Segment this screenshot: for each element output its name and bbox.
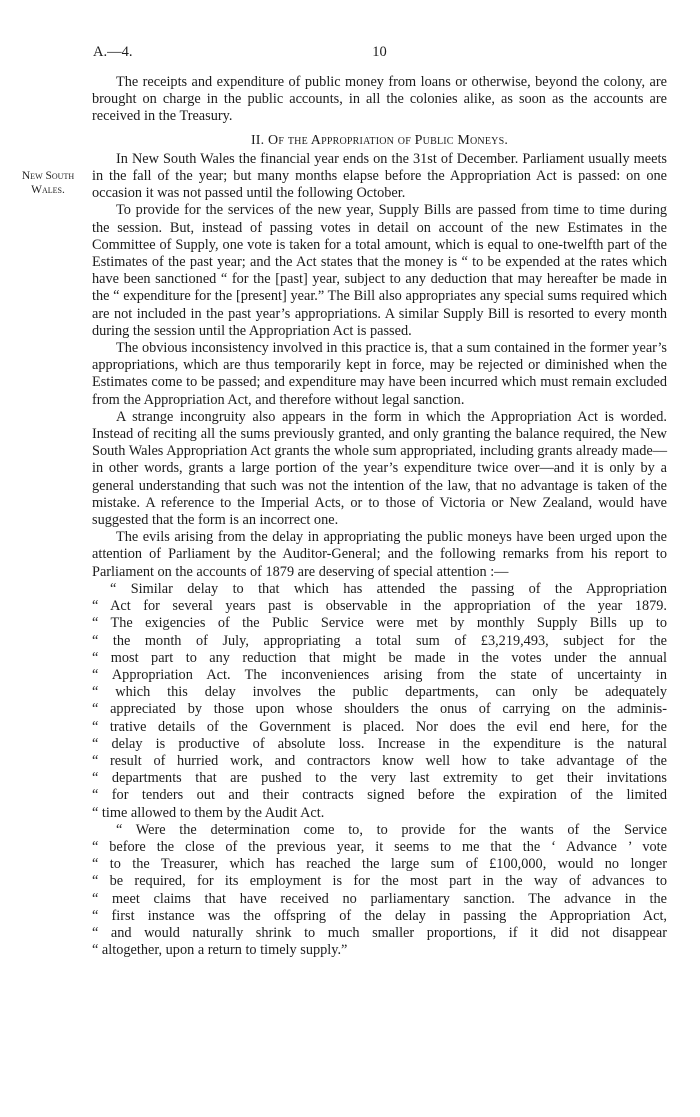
quote-line: “ appreciated by those upon whose shoulders the onus of carrying on the adminis- (92, 701, 667, 718)
quote-line: “ departments that are pushed to the very last extremity to get their invitations (92, 770, 667, 787)
quote-block-1 (92, 581, 667, 822)
page-number: 10 (372, 44, 387, 60)
quote-line: “ Similar delay to that which has attended the passing of the Appropriation (110, 580, 667, 597)
quote-line: “ result of hurried work, and contractors know well how to take advantage of the (92, 752, 667, 769)
quote-line: “ time allowed to them by the Audit Act. (92, 804, 325, 821)
quote-line: “ The exigencies of the Public Service were met by monthly Supply Bills up to (92, 615, 667, 632)
intro-paragraph: The receipts and expenditure of public money from loans or otherwise, beyond the colony, are brought on charge in the public accounts, in all the colonies alike, as soon as the accounts are received in the Treasury. (92, 74, 667, 125)
margin-note-line-2: Wales. (31, 184, 65, 196)
paragraph-inconsistency: The obvious inconsistency involved in this practice is, that a sum contained in the former year’s appropriations, which are thus temporarily kept in force, may be rejected or diminished when the Estimates come to be passed; and expenditure may have been incurred which must remain excluded from the Appropriation Act, and therefore without legal sanction. (92, 340, 667, 408)
margin-note (6, 169, 90, 197)
quote-line: “ meet claims that have received no parliamentary sanction. The advance in the (92, 890, 667, 907)
quote-line: “ Act for several years past is observable in the appropriation of the year 1879. (92, 598, 667, 615)
quote-block-2 (92, 822, 667, 960)
document-reference: A.—4. (93, 44, 133, 60)
quote-line: “ trative details of the Government is placed. Nor does the evil end here, for the (92, 718, 667, 735)
quote-line: “ before the close of the previous year, it seems to me that the ‘ Advance ’ vote (92, 838, 667, 855)
quote-line: “ which this delay involves the public departments, can only be adequately (92, 684, 667, 701)
section-heading: II. Of the Appropriation of Public Moneys. (250, 132, 509, 148)
margin-note-line-1: New South (21, 170, 75, 182)
quote-line: “ Were the determination come to, to provide for the wants of the Service (116, 821, 667, 838)
page-body (92, 74, 667, 959)
quote-line: “ delay is productive of absolute loss. Increase in the expenditure is the natural (92, 735, 667, 752)
quote-line: “ Appropriation Act. The inconveniences arising from the state of uncertainty in (92, 666, 667, 683)
quote-line: “ the month of July, appropriating a total sum of £3,219,493, subject for the (92, 632, 667, 649)
quote-line: “ for tenders out and their contracts signed before the expiration of the limited (92, 787, 667, 804)
quote-line: “ and would naturally shrink to much smaller proportions, if it did not disappear (92, 924, 667, 941)
quote-line: “ most part to any reduction that might be made in the votes under the annual (92, 649, 667, 666)
page-header (93, 44, 666, 66)
quote-line: “ to the Treasurer, which has reached the large sum of £100,000, would no longer (92, 856, 667, 873)
paragraph-incongruity: A strange incongruity also appears in the form in which the Appropriation Act is worded. Instead of reciting all the sums previously granted, and only granting the balance required, the New South Wales Appropriation Act grants the whole sum appropriated, including grants already made—in other words, grants a large portion of the year’s expenditure twice over—and it is only by a general understanding that such was not the intention of the law, that no advantage is taken of the mistake. A reference to the Imperial Acts, or to those of Victoria or New Zealand, would have suggested that the form is an incorrect one. (92, 408, 667, 529)
quote-line: “ first instance was the offspring of the delay in passing the Appropriation Act, (92, 907, 667, 924)
quote-line: “ altogether, upon a return to timely supply.” (92, 942, 348, 959)
quote-line: “ be required, for its employment is for the most part in the way of advances to (92, 873, 667, 890)
paragraph-financial-year: In New South Wales the financial year ends on the 31st of December. Parliament usually meets in the fall of the year; but many months elapse before the Appropriation Act is passed: on one occasion it was not passed until the following October. (92, 150, 667, 202)
paragraph-evils: The evils arising from the delay in appropriating the public moneys have been urged upon the attention of Parliament by the Auditor-General; and the following remarks from his report to Parliament on the accounts of 1879 are deserving of special attention :— (92, 529, 667, 580)
paragraph-supply-bills: To provide for the services of the new year, Supply Bills are passed from time to time during the session. But, instead of passing votes in detail on account of the new Estimates in the Committee of Supply, one vote is taken for a total amount, which is equal to one-twelfth part of the Estimates of the past year; and the Act states that the money is “ to be expended at the rates which have been sanctioned “ for the [past] year, subject to any deduction that may hereafter be made in the “ expenditure for the [present] year.” The Bill also appropriates any special sums required which are not included in the past year’s appropriations. A similar Supply Bill is resorted to every month during the session until the Appropriation Act is passed. (92, 202, 667, 339)
